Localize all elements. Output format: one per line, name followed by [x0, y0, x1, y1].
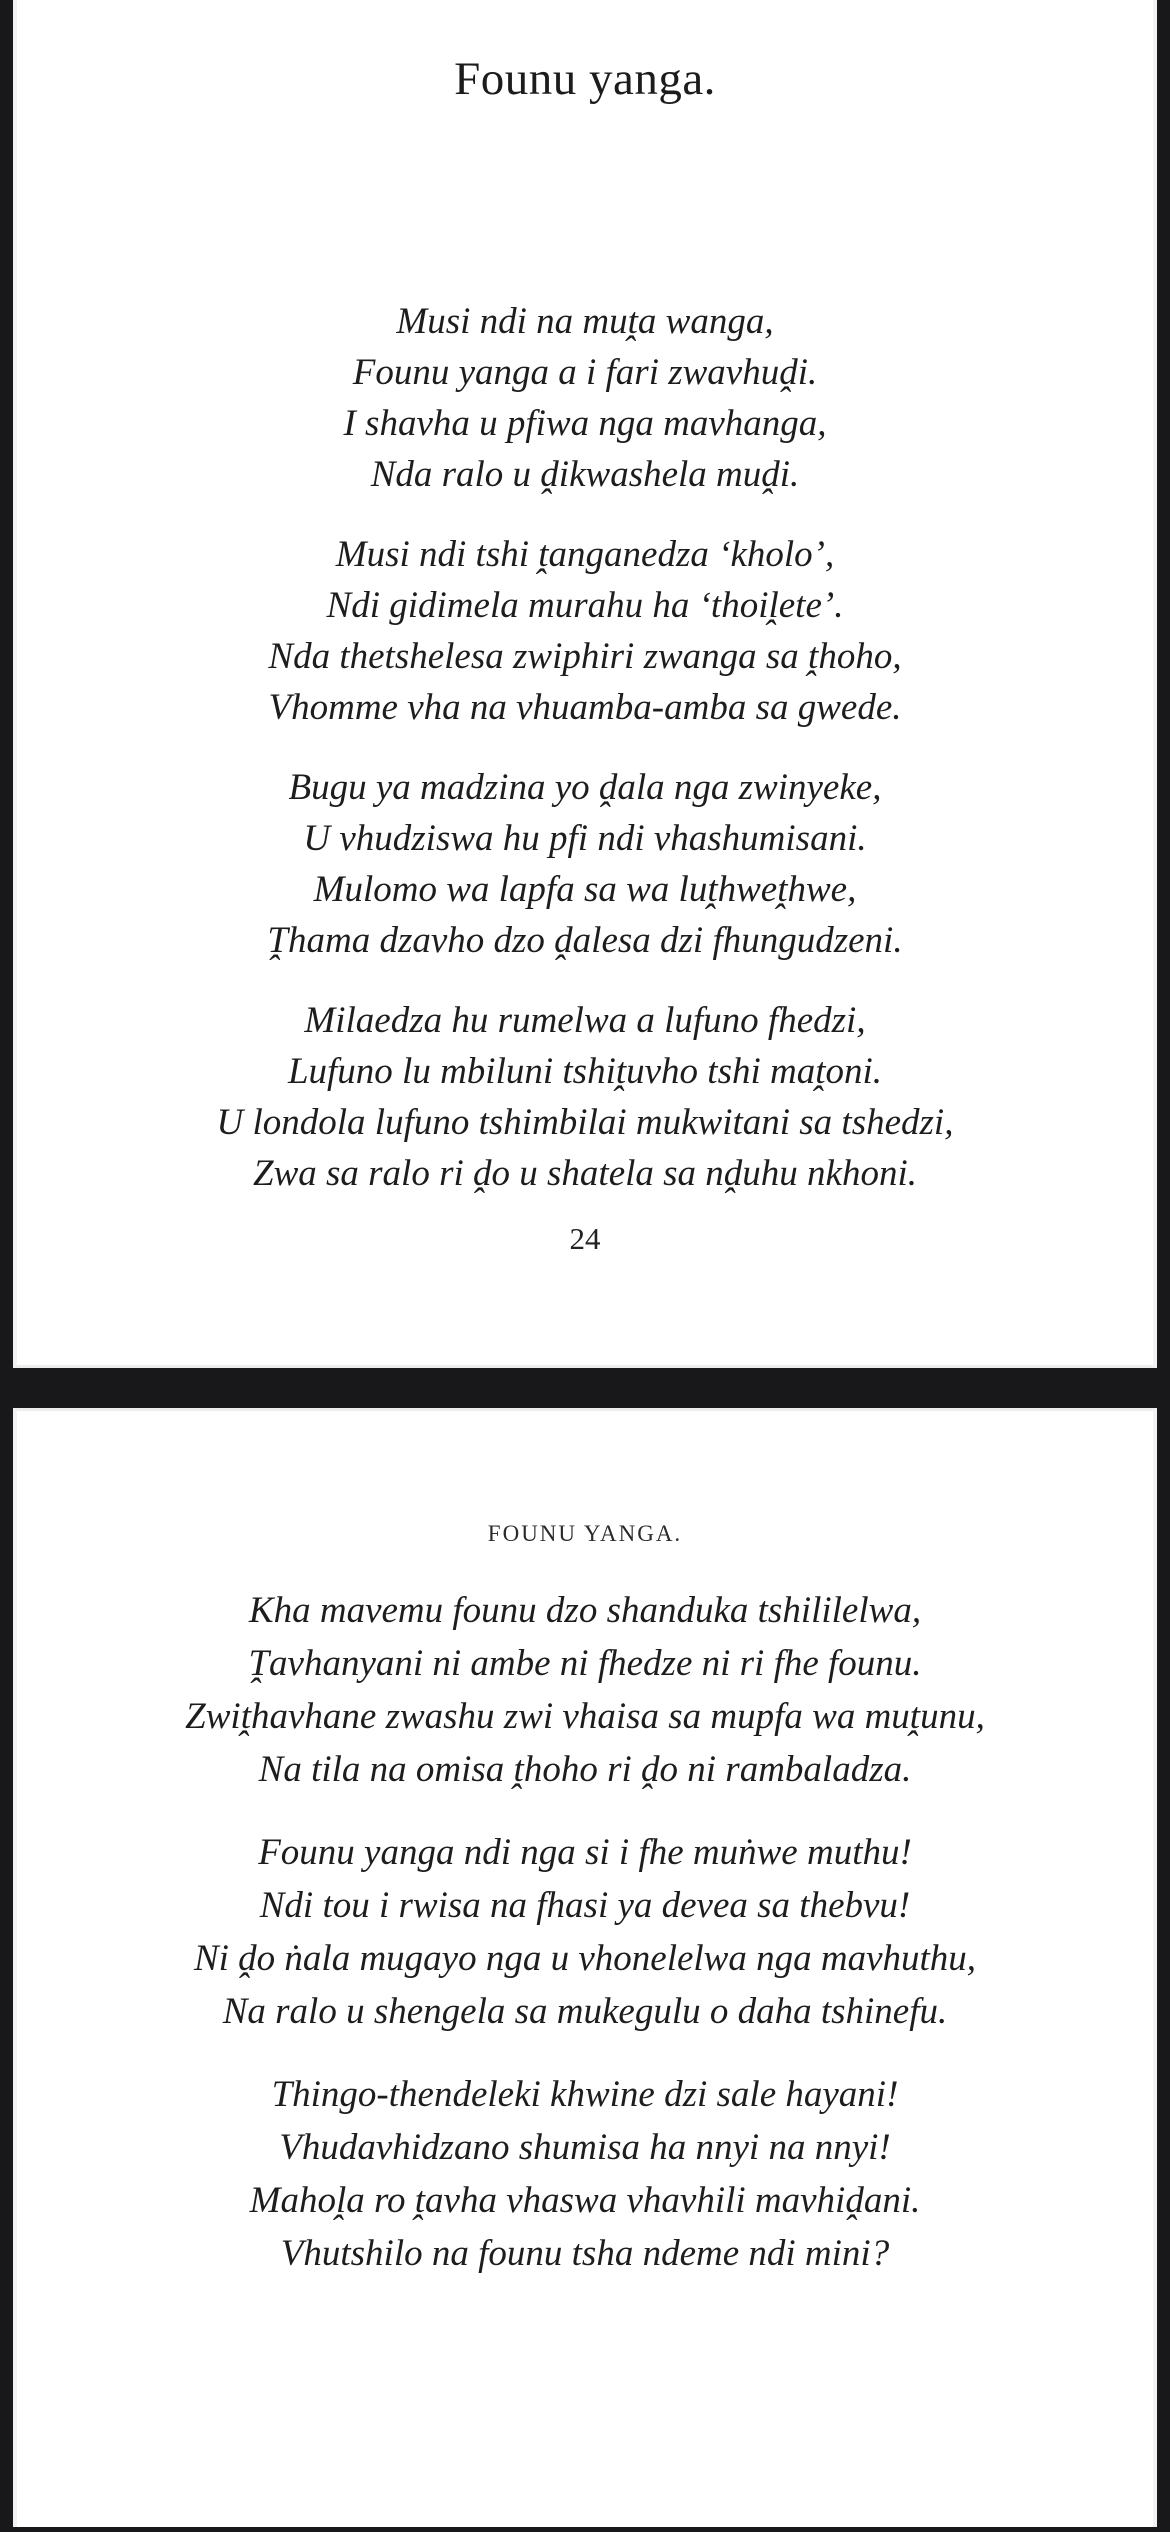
poem-title: Founu yanga.	[454, 53, 716, 105]
poem-line: Vhomme vha na vhuamba-amba sa gwede.	[268, 687, 902, 728]
poem-line: Na tila na omisa ṱhoho ri ḓo ni rambaladza.	[258, 1749, 912, 1790]
poem-line: Musi ndi tshi ṱanganedza ‘kholo’,	[335, 534, 835, 575]
poem-line: Ndi tou i rwisa na fhasi ya devea sa thebvu!	[259, 1885, 911, 1926]
stanza	[17, 296, 1153, 500]
stanza	[17, 1826, 1153, 2038]
poem-line: Bugu ya madzina yo ḓala nga zwinyeke,	[288, 767, 882, 808]
poem-line: Nda ralo u ḓikwashela muḓi.	[370, 454, 800, 495]
poem-line: I shavha u pfiwa nga mavhanga,	[343, 403, 827, 444]
poem-line: Nda thetshelesa zwiphiri zwanga sa ṱhoho,	[268, 636, 902, 677]
poem-line: Ṱavhanyani ni ambe ni fhedze ni ri fhe founu.	[248, 1643, 922, 1684]
poem-line: Founu yanga ndi nga si i fhe muṅwe muthu!	[258, 1832, 912, 1873]
poem-line: Ni ḓo ṅala mugayo nga u vhonelelwa nga mavhuthu,	[193, 1938, 977, 1979]
stanza	[17, 762, 1153, 966]
poem-line: Thingo-thendeleki khwine dzi sale hayani!	[271, 2074, 899, 2115]
running-header: FOUNU YANGA.	[487, 1521, 683, 1546]
stanza	[17, 995, 1153, 1199]
stanza	[17, 529, 1153, 733]
page-1[interactable]	[13, 0, 1157, 1368]
poem-line: Na ralo u shengela sa mukegulu o daha tshinefu.	[222, 1991, 948, 2032]
poem-line: Musi ndi na muṱa wanga,	[396, 301, 774, 342]
poem-line: Kha mavemu founu dzo shanduka tshililelwa,	[248, 1590, 922, 1631]
poem-line: Vhutshilo na founu tsha ndeme ndi mini?	[280, 2233, 890, 2274]
poem-line: Zwiṱhavhane zwashu zwi vhaisa sa mupfa wa muṱunu,	[185, 1696, 985, 1737]
poem-line: Founu yanga a i fari zwavhuḓi.	[352, 352, 818, 393]
poem-line: Zwa sa ralo ri ḓo u shatela sa nḓuhu nkhoni.	[253, 1153, 917, 1194]
stanza	[17, 1584, 1153, 1796]
page-2[interactable]	[13, 1408, 1157, 2527]
page-number: 24	[569, 1221, 601, 1256]
stanza	[17, 2068, 1153, 2280]
poem-line: Ṱhama dzavho dzo ḓalesa dzi fhungudzeni.	[267, 920, 903, 961]
poem-line: Ndi gidimela murahu ha ‘thoiḽete’.	[326, 585, 844, 626]
poem-line: Vhudavhidzano shumisa ha nnyi na nnyi!	[279, 2127, 891, 2168]
poem-line: Mahoḽa ro ṱavha vhaswa vhavhili mavhiḓani.	[249, 2180, 921, 2221]
poem-line: Mulomo wa lapfa sa wa luṱhweṱhwe,	[313, 869, 857, 910]
poem-line: Milaedza hu rumelwa a lufuno fhedzi,	[304, 1000, 866, 1041]
poem-line: U vhudziswa hu pfi ndi vhashumisani.	[303, 818, 867, 859]
poem-line: Lufuno lu mbiluni tshiṱuvho tshi maṱoni.	[287, 1051, 883, 1092]
poem-line: U londola lufuno tshimbilai mukwitani sa tshedzi,	[216, 1102, 954, 1143]
